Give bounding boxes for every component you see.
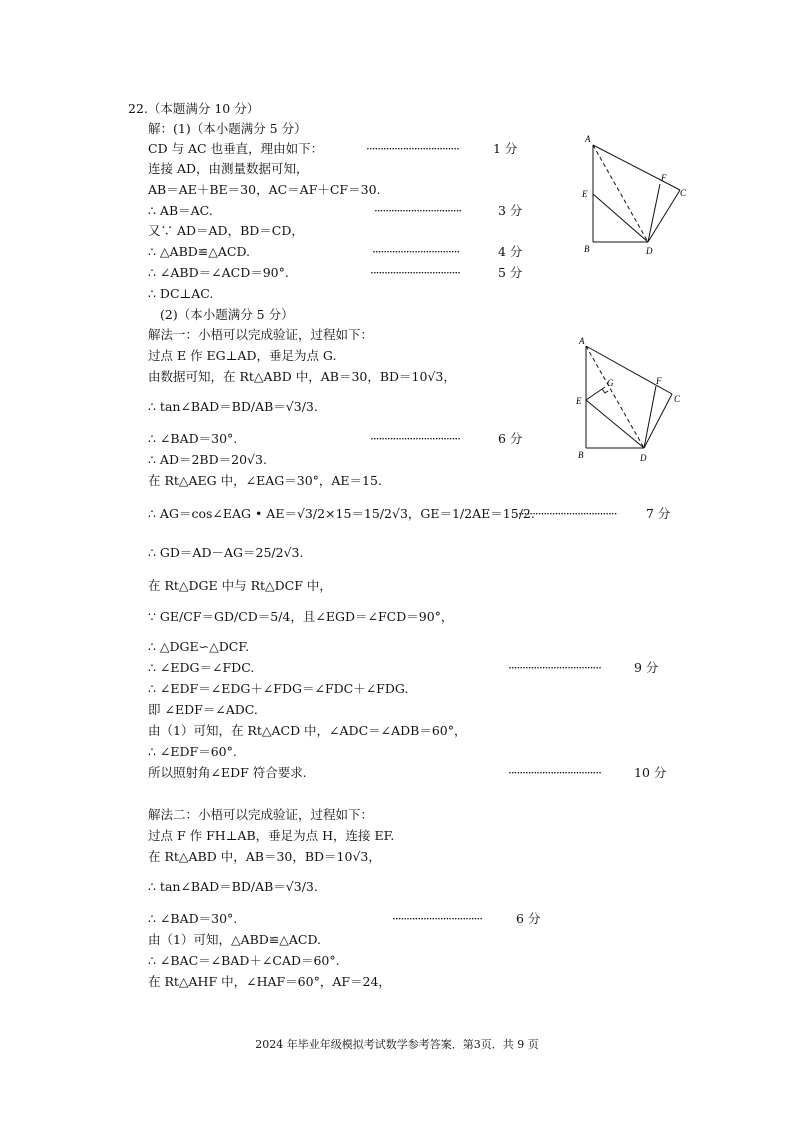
m2-line-1: 过点 F 作 FH⊥AB，垂足为点 H，连接 EF. xyxy=(148,828,395,843)
m1-line-7: ∴ AG＝cos∠EAG • AE＝√3/2×15＝15/2√3，GE＝1/2AE＝15/2. xyxy=(148,506,535,521)
part1-line-2: 连接 AD，由测量数据可知， xyxy=(148,161,309,176)
part1-line-5: 又∵ AD＝AD，BD＝CD， xyxy=(148,223,304,238)
leader-dots: ······························· xyxy=(372,245,460,259)
segment-ad xyxy=(586,346,644,448)
m1-line-14: 即 ∠EDF＝∠ADC. xyxy=(148,702,258,717)
label-f: F xyxy=(656,376,662,386)
m2-line-7: 在 Rt△AHF 中，∠HAF＝60°，AF＝24， xyxy=(148,974,391,989)
leader-dots: ································ xyxy=(392,912,483,926)
part1-line-7: ∴ ∠ABD＝∠ACD＝90°. xyxy=(148,265,289,280)
m1-line-17: 所以照射角∠EDF 符合要求. xyxy=(148,765,307,780)
m1-line-8: ∴ GD＝AD－AG＝25/2√3. xyxy=(148,545,304,560)
m1-line-10: ∵ GE/CF＝GD/CD＝5/4，且∠EGD＝∠FCD＝90°， xyxy=(148,609,454,624)
method2-title: 解法二：小梧可以完成验证，过程如下： xyxy=(148,807,374,822)
score-5: 5 分 xyxy=(498,265,523,280)
score-m2-6: 6 分 xyxy=(516,911,541,926)
score-4: 4 分 xyxy=(498,244,523,259)
method1-title: 解法一：小梧可以完成验证，过程如下： xyxy=(148,327,374,342)
m1-line-4: ∴ ∠BAD＝30°. xyxy=(148,431,238,446)
leader-dots: ··································· xyxy=(518,507,617,521)
segment-cd xyxy=(644,394,672,448)
score-9: 9 分 xyxy=(634,660,659,675)
m2-line-5: 由（1）可知，△ABD≌△ACD. xyxy=(148,932,322,947)
label-a: A xyxy=(579,336,585,346)
m1-line-1: 过点 E 作 EG⊥AD，垂足为点 G. xyxy=(148,348,337,363)
segment-ac xyxy=(593,145,680,190)
label-c: C xyxy=(674,394,681,404)
figure-2 xyxy=(576,334,696,468)
score-1: 1 分 xyxy=(493,141,518,156)
segment-fd xyxy=(648,184,660,242)
m1-line-5: ∴ AD＝2BD＝20√3. xyxy=(148,452,267,467)
leader-dots: ································· xyxy=(366,142,459,156)
label-d: D xyxy=(640,453,647,463)
m2-line-2: 在 Rt△ABD 中，AB＝30，BD＝10√3， xyxy=(148,849,381,864)
part1-title: 解：(1)（本小题满分 5 分） xyxy=(148,121,307,136)
score-6: 6 分 xyxy=(498,431,523,446)
page-footer: 2024 年毕业年级模拟考试数学参考答案．第3页．共 9 页 xyxy=(255,1038,539,1051)
segment-fd xyxy=(644,386,656,448)
part1-line-4: ∴ AB＝AC. xyxy=(148,203,213,218)
label-a: A xyxy=(585,134,591,144)
label-e: E xyxy=(582,189,588,199)
label-e: E xyxy=(576,396,582,406)
m1-line-9: 在 Rt△DGE 中与 Rt△DCF 中， xyxy=(148,578,332,593)
label-b: B xyxy=(584,244,590,254)
m1-line-13: ∴ ∠EDF＝∠EDG＋∠FDG＝∠FDC＋∠FDG. xyxy=(148,681,409,696)
m2-line-3: ∴ tan∠BAD＝BD/AB＝√3/3. xyxy=(148,879,318,894)
figure-1 xyxy=(576,128,696,260)
m1-line-15: 由（1）可知，在 Rt△ACD 中，∠ADC＝∠ADB＝60°， xyxy=(148,723,467,738)
label-f: F xyxy=(661,173,667,183)
score-7: 7 分 xyxy=(646,506,671,521)
label-b: B xyxy=(578,450,584,460)
m1-line-11: ∴ △DGE∽△DCF. xyxy=(148,639,250,654)
m1-line-12: ∴ ∠EDG＝∠FDC. xyxy=(148,660,255,675)
leader-dots: ································· xyxy=(508,766,601,780)
segment-ac xyxy=(586,346,672,394)
part1-line-6: ∴ △ABD≌△ACD. xyxy=(148,244,251,259)
leader-dots: ······························· xyxy=(374,204,462,218)
problem-header: 22.（本题满分 10 分） xyxy=(128,101,260,116)
part1-line-1: CD 与 AC 也垂直，理由如下： xyxy=(148,141,324,156)
m2-line-4: ∴ ∠BAD＝30°. xyxy=(148,911,238,926)
m1-line-3: ∴ tan∠BAD＝BD/AB＝√3/3. xyxy=(148,399,318,414)
part2-title: (2)（本小题满分 5 分） xyxy=(160,307,294,322)
segment-ed xyxy=(593,194,648,242)
segment-cd xyxy=(648,190,680,242)
leader-dots: ································ xyxy=(370,432,461,446)
leader-dots: ································· xyxy=(508,661,601,675)
label-g: G xyxy=(607,378,614,388)
m1-line-6: 在 Rt△AEG 中，∠EAG＝30°，AE＝15. xyxy=(148,473,382,488)
part1-line-8: ∴ DC⊥AC. xyxy=(148,286,214,301)
leader-dots: ································ xyxy=(370,266,461,280)
label-d: D xyxy=(646,246,653,256)
m1-line-16: ∴ ∠EDF＝60°. xyxy=(148,744,237,759)
label-c: C xyxy=(680,188,687,198)
m2-line-6: ∴ ∠BAC＝∠BAD＋∠CAD＝60°. xyxy=(148,953,340,968)
right-angle-mark xyxy=(602,389,608,393)
segment-ed xyxy=(586,400,644,448)
score-10: 10 分 xyxy=(634,765,667,780)
part1-line-3: AB＝AE＋BE＝30，AC＝AF＋CF＝30. xyxy=(148,182,381,197)
score-3: 3 分 xyxy=(498,203,523,218)
m1-line-2: 由数据可知，在 Rt△ABD 中，AB＝30，BD＝10√3， xyxy=(148,369,456,384)
